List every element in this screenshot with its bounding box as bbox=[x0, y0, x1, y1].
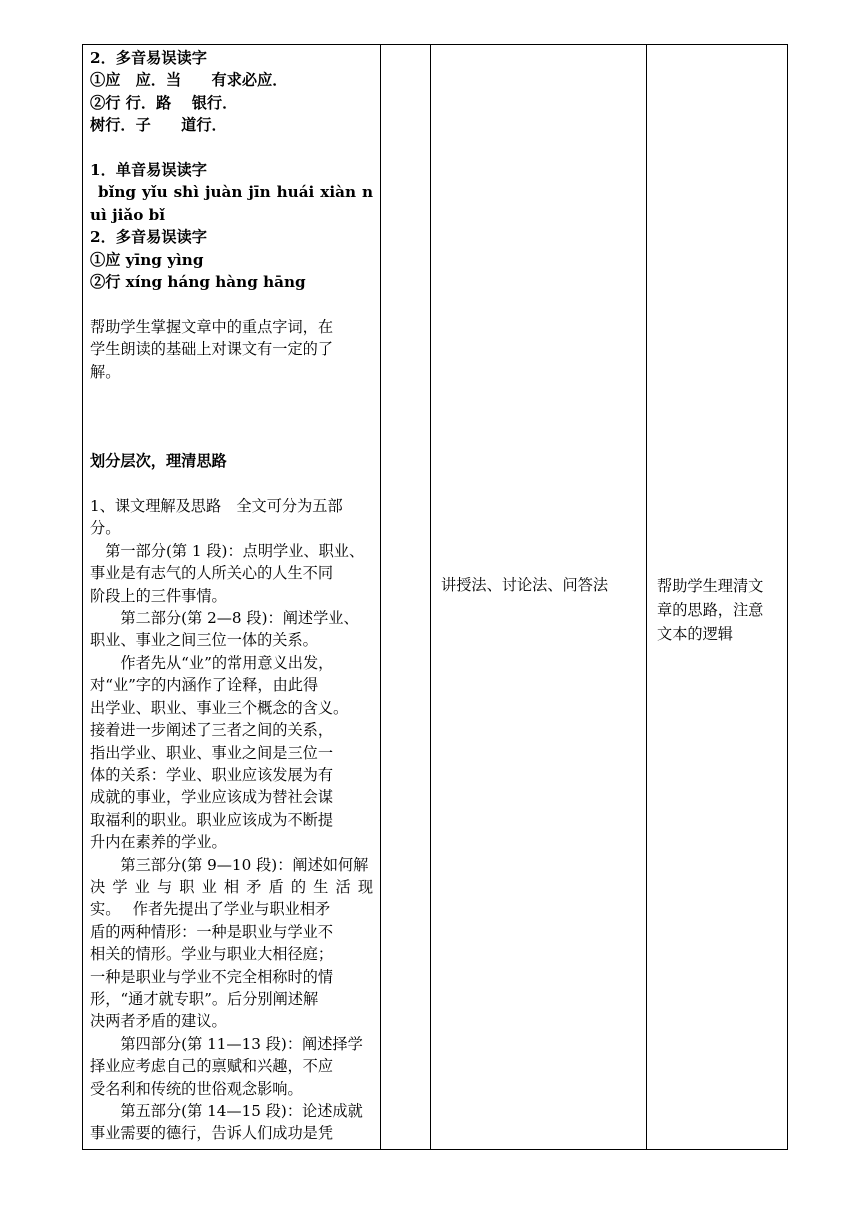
spacer bbox=[90, 473, 373, 495]
para-line: 第一部分(第 1 段)：点明学业、职业、 bbox=[105, 541, 365, 560]
polyphonic-xing-line: ②行 行．路 银行． bbox=[90, 93, 238, 112]
method-cell bbox=[431, 45, 647, 1150]
para-line: 出学业、职业、事业三个概念的含义。 bbox=[90, 698, 349, 717]
pinyin-line-1: bǐng yǐu shì juàn jīn huái xiàn n bbox=[98, 183, 373, 202]
heading-polyphonic: 2．多音易误读字 bbox=[90, 49, 207, 67]
para-line: 体的关系：学业、职业应该发展为有 bbox=[90, 765, 333, 784]
content-cell bbox=[83, 45, 381, 1150]
para-line: 1、课文理解及思路 全文可分为五部 bbox=[90, 497, 343, 516]
method-text: 讲授法、讨论法、问答法 bbox=[441, 576, 609, 594]
spacer bbox=[90, 428, 373, 450]
heading-monophonic: 1．单音易误读字 bbox=[90, 161, 207, 180]
polyphonic-xing-line-2: 树行．子 道行． bbox=[90, 116, 227, 135]
para-line: 相关的情形。学业与职业大相径庭； bbox=[90, 945, 333, 964]
para-line: 对“业”字的内涵作了诠释，由此得 bbox=[90, 676, 319, 695]
section-heading: 划分层次，理清思路 bbox=[90, 452, 227, 471]
para-line: 第五部分(第 14—15 段)：论述成就 bbox=[120, 1102, 363, 1121]
polyphonic-ying-line: ①应 应．当 有求必应． bbox=[90, 71, 288, 90]
spacer bbox=[90, 293, 373, 315]
para-line: 受名利和传统的世俗观念影响。 bbox=[90, 1079, 303, 1098]
answer-ying: ①应 yīng yìng bbox=[90, 250, 204, 269]
para-line: 形，“通才就专职”。后分别阐述解 bbox=[90, 989, 319, 1008]
answer-xing: ②行 xíng háng hàng hāng bbox=[90, 273, 306, 292]
purpose-text bbox=[647, 574, 787, 646]
para-line: 阶段上的三件事情。 bbox=[90, 586, 227, 605]
para-line: 事业是有志气的人所关心的人生不同 bbox=[90, 564, 333, 583]
spacer bbox=[90, 383, 373, 428]
para-line: 实。 作者先提出了学业与职业相矛 bbox=[90, 900, 331, 919]
para-line: 职业、事业之间三位一体的关系。 bbox=[90, 631, 318, 650]
purpose-line: 章的思路，注意 bbox=[657, 601, 764, 619]
para-line: 决两者矛盾的建议。 bbox=[90, 1012, 227, 1031]
lesson-plan-table bbox=[82, 44, 788, 1150]
goal-line-1: 帮助学生掌握文章中的重点字词，在 bbox=[90, 317, 333, 336]
spacer bbox=[90, 137, 373, 159]
para-line: 择业应考虑自己的禀赋和兴趣，不应 bbox=[90, 1057, 333, 1076]
para-line: 第三部分(第 9—10 段)：阐述如何解 bbox=[120, 855, 369, 874]
para-line: 事业需要的德行，告诉人们成功是凭 bbox=[90, 1124, 333, 1143]
para-line: 分。 bbox=[90, 519, 121, 538]
para-line: 升内在素养的学业。 bbox=[90, 833, 227, 852]
empty-cell bbox=[381, 45, 431, 1150]
para-line: 作者先从“业”的常用意义出发， bbox=[120, 653, 334, 672]
content-text bbox=[83, 45, 380, 1145]
para-line: 第四部分(第 11—13 段)：阐述择学 bbox=[120, 1034, 363, 1053]
para-line: 指出学业、职业、事业之间是三位一 bbox=[90, 743, 333, 762]
purpose-line: 帮助学生理清文 bbox=[657, 577, 764, 595]
goal-line-2: 学生朗读的基础上对课文有一定的了 bbox=[90, 340, 333, 359]
para-line: 第二部分(第 2—8 段)：阐述学业、 bbox=[120, 609, 359, 628]
para-line: 成就的事业，学业应该成为替社会谋 bbox=[90, 788, 333, 807]
para-line: 取福利的职业。职业应该成为不断提 bbox=[90, 810, 333, 829]
purpose-cell bbox=[647, 45, 788, 1150]
purpose-line: 文本的逻辑 bbox=[657, 625, 733, 643]
para-line: 盾的两种情形：一种是职业与学业不 bbox=[90, 922, 333, 941]
para-line: 接着进一步阐述了三者之间的关系， bbox=[90, 721, 333, 740]
para-line: 决学业与职业相矛盾的生活现 bbox=[90, 877, 373, 896]
pinyin-line-2: uì jiǎo bǐ bbox=[90, 205, 166, 224]
table-row bbox=[83, 45, 788, 1150]
heading-polyphonic-answer: 2．多音易误读字 bbox=[90, 228, 207, 247]
goal-line-3: 解。 bbox=[90, 362, 121, 381]
para-line: 一种是职业与学业不完全相称时的情 bbox=[90, 967, 333, 986]
